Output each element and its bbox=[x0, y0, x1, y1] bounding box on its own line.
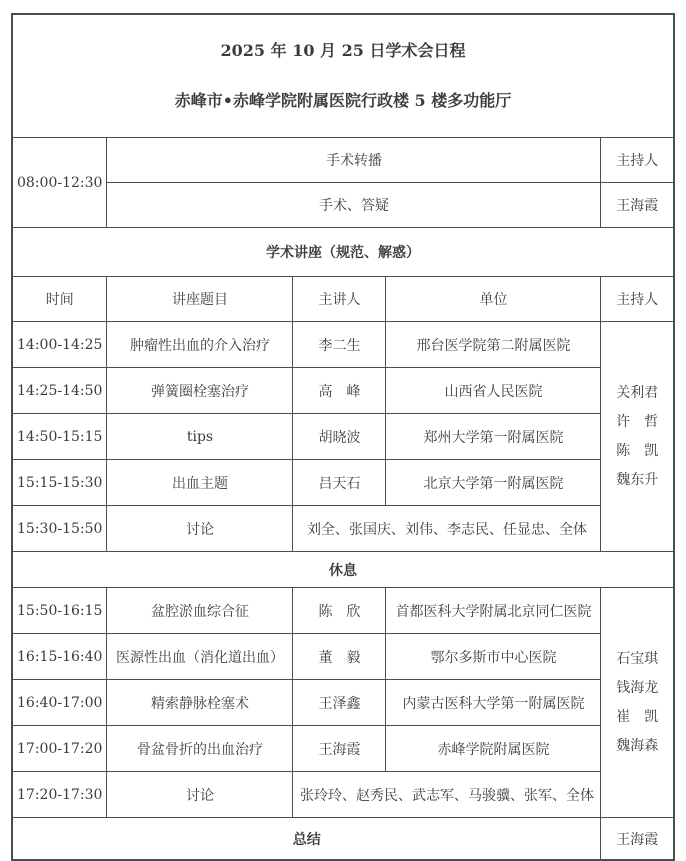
morning-row-2 bbox=[12, 183, 674, 228]
morning-moderator-label-cell: 主持人 bbox=[601, 138, 674, 183]
discussion-participants-cell: 张玲玲、赵秀民、武志军、马骏骥、张军、全体 bbox=[293, 772, 601, 818]
moderator-name: 关利君 bbox=[616, 384, 659, 401]
morning-row-1 bbox=[12, 138, 674, 183]
session2-row-4 bbox=[12, 726, 674, 772]
session-speaker-cell: 王泽鑫 bbox=[293, 680, 386, 726]
session-unit-cell: 邢台医学院第二附属医院 bbox=[386, 322, 601, 368]
schedule-venue-title: 赤峰市•赤峰学院附属医院行政楼 5 楼多功能厅 bbox=[174, 91, 512, 110]
moderator-name: 钱海龙 bbox=[616, 679, 659, 696]
morning-moderator-name-cell: 王海霞 bbox=[601, 183, 674, 228]
session-topic-cell: 精索静脉栓塞术 bbox=[107, 680, 293, 726]
session-topic-cell: 骨盆骨折的出血治疗 bbox=[107, 726, 293, 772]
session-time-cell: 15:15-15:30 bbox=[12, 460, 107, 506]
session-unit-cell: 北京大学第一附属医院 bbox=[386, 460, 601, 506]
moderator-name: 陈 凯 bbox=[616, 442, 659, 459]
session-unit-cell: 赤峰学院附属医院 bbox=[386, 726, 601, 772]
session-speaker-cell: 陈 欣 bbox=[293, 588, 386, 634]
conference-schedule-table bbox=[11, 13, 675, 861]
session1-moderators-cell bbox=[601, 322, 674, 552]
col-header-topic: 讲座题目 bbox=[107, 277, 293, 322]
break-row bbox=[12, 552, 674, 588]
discussion-time-cell: 15:30-15:50 bbox=[12, 506, 107, 552]
moderator-name: 魏东升 bbox=[616, 471, 659, 488]
session-time-cell: 16:40-17:00 bbox=[12, 680, 107, 726]
session-speaker-cell: 王海霞 bbox=[293, 726, 386, 772]
session-speaker-cell: 董 毅 bbox=[293, 634, 386, 680]
session-time-cell: 14:50-15:15 bbox=[12, 414, 107, 460]
title-row bbox=[12, 14, 674, 138]
session-topic-cell: 肿瘤性出血的介入治疗 bbox=[107, 322, 293, 368]
session1-discussion-row bbox=[12, 506, 674, 552]
summary-moderator-cell: 王海霞 bbox=[601, 818, 674, 861]
title-cell bbox=[12, 14, 674, 138]
session-time-cell: 14:00-14:25 bbox=[12, 322, 107, 368]
session1-row-4 bbox=[12, 460, 674, 506]
moderator-name: 石宝琪 bbox=[616, 650, 659, 667]
morning-broadcast-cell: 手术转播 bbox=[107, 138, 601, 183]
column-header-row bbox=[12, 277, 674, 322]
session1-row-3 bbox=[12, 414, 674, 460]
morning-qa-cell: 手术、答疑 bbox=[107, 183, 601, 228]
session2-row-2 bbox=[12, 634, 674, 680]
session-time-cell: 17:00-17:20 bbox=[12, 726, 107, 772]
session-unit-cell: 山西省人民医院 bbox=[386, 368, 601, 414]
session-unit-cell: 鄂尔多斯市中心医院 bbox=[386, 634, 601, 680]
moderator-name: 许 哲 bbox=[616, 413, 659, 430]
session2-discussion-row bbox=[12, 772, 674, 818]
discussion-time-cell: 17:20-17:30 bbox=[12, 772, 107, 818]
session2-row-1 bbox=[12, 588, 674, 634]
lecture-section-title: 学术讲座（规范、解惑） bbox=[12, 228, 674, 277]
discussion-label-cell: 讨论 bbox=[107, 772, 293, 818]
session-time-cell: 14:25-14:50 bbox=[12, 368, 107, 414]
session-unit-cell: 郑州大学第一附属医院 bbox=[386, 414, 601, 460]
col-header-moderator: 主持人 bbox=[601, 277, 674, 322]
schedule-date-title: 2025 年 10 月 25 日学术会日程 bbox=[220, 41, 466, 60]
session-topic-cell: 弹簧圈栓塞治疗 bbox=[107, 368, 293, 414]
break-title: 休息 bbox=[12, 552, 674, 588]
lecture-section-row bbox=[12, 228, 674, 277]
moderator-name: 魏海森 bbox=[616, 737, 659, 754]
session-speaker-cell: 李二生 bbox=[293, 322, 386, 368]
session1-row-2 bbox=[12, 368, 674, 414]
col-header-time: 时间 bbox=[12, 277, 107, 322]
col-header-speaker: 主讲人 bbox=[293, 277, 386, 322]
session-unit-cell: 内蒙古医科大学第一附属医院 bbox=[386, 680, 601, 726]
session-speaker-cell: 吕天石 bbox=[293, 460, 386, 506]
session-speaker-cell: 胡晓波 bbox=[293, 414, 386, 460]
session2-moderators-cell bbox=[601, 588, 674, 818]
session1-row-1 bbox=[12, 322, 674, 368]
session-topic-cell: tips bbox=[107, 414, 293, 460]
col-header-unit: 单位 bbox=[386, 277, 601, 322]
session-time-cell: 16:15-16:40 bbox=[12, 634, 107, 680]
session-topic-cell: 盆腔淤血综合征 bbox=[107, 588, 293, 634]
session-topic-cell: 出血主题 bbox=[107, 460, 293, 506]
session-unit-cell: 首都医科大学附属北京同仁医院 bbox=[386, 588, 601, 634]
moderator-name: 崔 凯 bbox=[616, 708, 659, 725]
discussion-label-cell: 讨论 bbox=[107, 506, 293, 552]
discussion-participants-cell: 刘全、张国庆、刘伟、李志民、任显忠、全体 bbox=[293, 506, 601, 552]
session-time-cell: 15:50-16:15 bbox=[12, 588, 107, 634]
summary-row bbox=[12, 818, 674, 861]
morning-time-cell: 08:00-12:30 bbox=[12, 138, 107, 228]
session-topic-cell: 医源性出血（消化道出血） bbox=[107, 634, 293, 680]
session-speaker-cell: 高 峰 bbox=[293, 368, 386, 414]
session2-row-3 bbox=[12, 680, 674, 726]
summary-label-cell: 总结 bbox=[12, 818, 601, 861]
